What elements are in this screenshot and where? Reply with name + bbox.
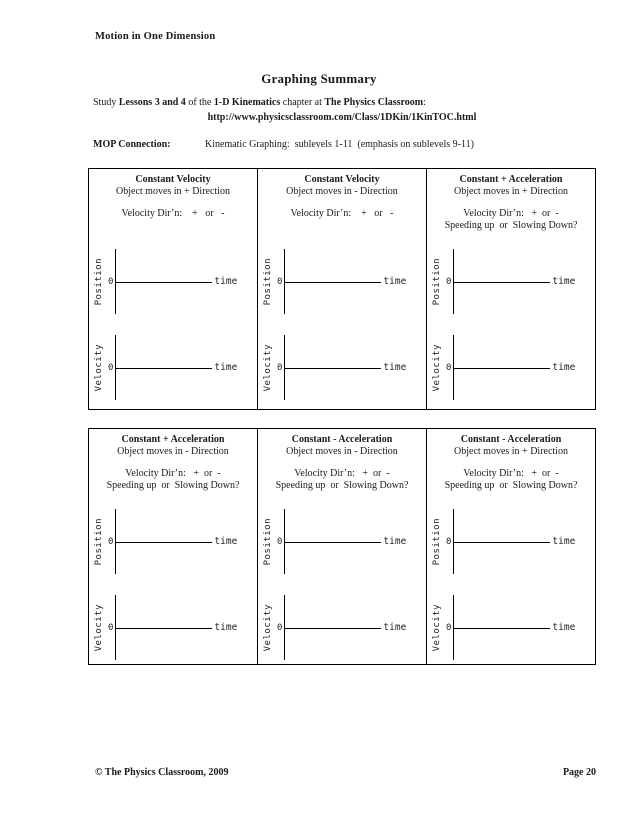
y-axis-label: Velocity <box>94 603 104 652</box>
time-axis-label: time <box>214 622 238 633</box>
cell-speeding-question: Speeding up or Slowing Down? <box>444 220 578 231</box>
cell-title: Constant - Acceleration <box>291 434 393 445</box>
mop-text: Kinematic Graphing: sublevels 1-11 (emphasis on sublevels 9-11) <box>205 139 474 150</box>
graph-cell <box>426 169 595 409</box>
x-axis-line <box>285 282 381 283</box>
time-axis-label: time <box>383 622 407 633</box>
x-axis-line <box>285 368 381 369</box>
time-axis-label: time <box>552 276 576 287</box>
velocity-time-graph <box>94 594 257 661</box>
graph-axes <box>453 335 550 400</box>
graph-axes <box>284 249 381 314</box>
study-chapter: 1-D Kinematics <box>213 97 281 108</box>
origin-label: 0 <box>446 276 452 287</box>
time-axis-label: time <box>214 362 238 373</box>
x-axis-line <box>116 628 212 629</box>
study-instructions <box>88 97 596 123</box>
graph-axes <box>115 595 212 660</box>
time-axis-label: time <box>552 362 576 373</box>
origin-label: 0 <box>277 536 283 547</box>
study-prefix: Study <box>93 97 119 108</box>
position-time-graph <box>263 508 426 575</box>
y-axis-label: Velocity <box>94 343 104 392</box>
page-title: Graphing Summary <box>261 71 377 86</box>
study-lessons: Lessons 3 and 4 <box>118 97 186 108</box>
cell-speeding-question: Speeding up or Slowing Down? <box>275 480 409 491</box>
time-axis-label: time <box>552 536 576 547</box>
y-axis-label: Velocity <box>263 343 273 392</box>
cell-speeding-question: Speeding up or Slowing Down? <box>106 480 240 491</box>
graph-cell <box>426 429 595 664</box>
velocity-time-graph <box>263 594 426 661</box>
copyright-notice: © The Physics Classroom, 2009 <box>95 767 229 778</box>
graph-cell <box>89 429 257 664</box>
time-axis-label: time <box>552 622 576 633</box>
study-mid1: of the <box>185 97 214 108</box>
origin-label: 0 <box>108 536 114 547</box>
study-site: The Physics Classroom <box>324 97 424 108</box>
y-axis-label: Velocity <box>432 343 442 392</box>
cell-direction: Object moves in - Direction <box>117 446 229 457</box>
cell-header <box>89 434 257 508</box>
graph-axes <box>115 249 212 314</box>
time-axis-label: time <box>214 276 238 287</box>
x-axis-line <box>116 542 212 543</box>
graph-axes <box>453 595 550 660</box>
x-axis-line <box>454 542 550 543</box>
origin-label: 0 <box>108 362 114 373</box>
origin-label: 0 <box>108 276 114 287</box>
cell-direction: Object moves in - Direction <box>286 186 398 197</box>
time-axis-label: time <box>383 362 407 373</box>
y-axis-label: Position <box>263 517 273 566</box>
velocity-time-graph <box>432 594 595 661</box>
cell-direction: Object moves in + Direction <box>454 186 568 197</box>
position-time-graph <box>263 248 426 315</box>
study-suffix: : <box>423 97 426 108</box>
graph-axes <box>453 509 550 574</box>
velocity-time-graph <box>94 334 257 401</box>
course-header: Motion in One Dimension <box>95 31 216 42</box>
cell-title: Constant - Acceleration <box>460 434 562 445</box>
cell-header <box>427 174 595 248</box>
position-time-graph <box>94 508 257 575</box>
cell-title: Constant Velocity <box>304 174 380 185</box>
graph-cell <box>257 429 426 664</box>
time-axis-label: time <box>214 536 238 547</box>
position-time-graph <box>432 508 595 575</box>
origin-label: 0 <box>277 276 283 287</box>
x-axis-line <box>116 282 212 283</box>
cell-direction: Object moves in - Direction <box>286 446 398 457</box>
graph-cell <box>257 169 426 409</box>
y-axis-label: Position <box>263 257 273 306</box>
time-axis-label: time <box>383 276 407 287</box>
x-axis-line <box>454 282 550 283</box>
position-time-graph <box>94 248 257 315</box>
cell-header <box>258 174 426 248</box>
cell-title: Constant + Acceleration <box>459 174 563 185</box>
graph-axes <box>115 335 212 400</box>
y-axis-label: Position <box>432 257 442 306</box>
x-axis-line <box>285 542 381 543</box>
cell-velocity-dirn: Velocity Dir’n: + or - <box>121 208 225 219</box>
x-axis-line <box>454 368 550 369</box>
y-axis-label: Velocity <box>432 603 442 652</box>
y-axis-label: Velocity <box>263 603 273 652</box>
velocity-time-graph <box>263 334 426 401</box>
cell-header <box>89 174 257 248</box>
origin-label: 0 <box>277 362 283 373</box>
graph-axes <box>284 595 381 660</box>
cell-direction: Object moves in + Direction <box>116 186 230 197</box>
page-footer <box>88 767 596 778</box>
cell-velocity-dirn: Velocity Dir’n: + or - <box>125 468 221 479</box>
cell-speeding-question: Speeding up or Slowing Down? <box>444 480 578 491</box>
origin-label: 0 <box>446 622 452 633</box>
position-time-graph <box>432 248 595 315</box>
origin-label: 0 <box>446 536 452 547</box>
website-url: http://www.physicsclassroom.com/Class/1DKin/1KinTOC.html <box>207 112 477 123</box>
graph-table-2 <box>88 428 596 665</box>
graph-axes <box>115 509 212 574</box>
graph-axes <box>453 249 550 314</box>
graph-cell <box>89 169 257 409</box>
y-axis-label: Position <box>94 517 104 566</box>
cell-velocity-dirn: Velocity Dir’n: + or - <box>290 208 394 219</box>
cell-velocity-dirn: Velocity Dir’n: + or - <box>294 468 390 479</box>
mop-label: MOP Connection: <box>93 139 171 150</box>
y-axis-label: Position <box>432 517 442 566</box>
origin-label: 0 <box>277 622 283 633</box>
cell-direction: Object moves in + Direction <box>454 446 568 457</box>
cell-header <box>258 434 426 508</box>
origin-label: 0 <box>446 362 452 373</box>
study-line <box>93 97 596 108</box>
time-axis-label: time <box>383 536 407 547</box>
graph-table-1 <box>88 168 596 410</box>
page-number: Page 20 <box>562 767 596 778</box>
cell-title: Constant Velocity <box>135 174 211 185</box>
velocity-time-graph <box>432 334 595 401</box>
x-axis-line <box>116 368 212 369</box>
mop-connection <box>88 139 596 150</box>
cell-header <box>427 434 595 508</box>
graph-axes <box>284 335 381 400</box>
study-mid2: chapter at <box>280 97 325 108</box>
origin-label: 0 <box>108 622 114 633</box>
cell-velocity-dirn: Velocity Dir’n: + or - <box>463 208 559 219</box>
graph-axes <box>284 509 381 574</box>
cell-velocity-dirn: Velocity Dir’n: + or - <box>463 468 559 479</box>
x-axis-line <box>285 628 381 629</box>
y-axis-label: Position <box>94 257 104 306</box>
cell-title: Constant + Acceleration <box>121 434 225 445</box>
x-axis-line <box>454 628 550 629</box>
